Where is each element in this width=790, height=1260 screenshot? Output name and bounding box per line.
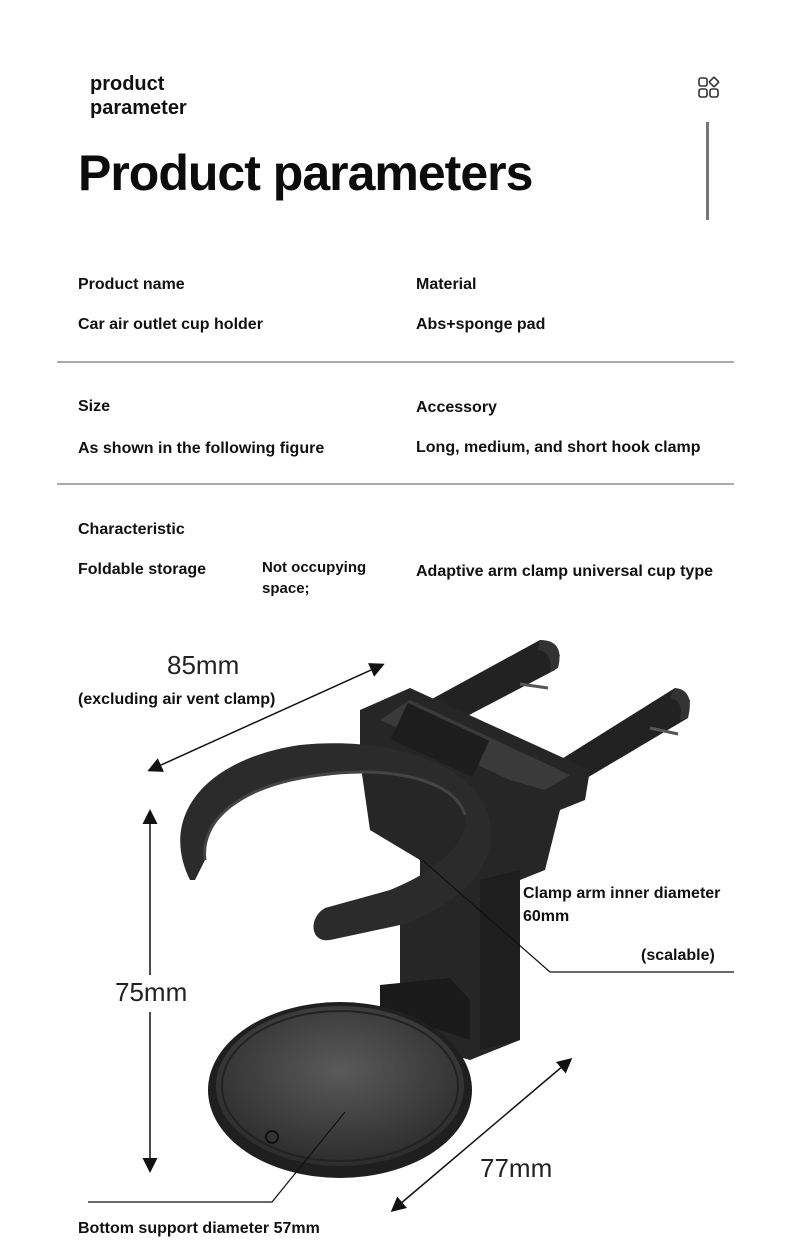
param-value-accessory: Long, medium, and short hook clamp: [416, 439, 701, 456]
depth-label: 77mm: [480, 1153, 553, 1183]
width-label: 85mm: [167, 650, 240, 680]
param-label-material: Material: [416, 276, 477, 293]
grid-icon[interactable]: [697, 76, 721, 100]
row-divider: [57, 361, 734, 363]
param-value-material: Abs+sponge pad: [416, 316, 546, 333]
clamp-note: (scalable): [641, 947, 715, 964]
param-value-size: As shown in the following figure: [78, 440, 325, 457]
clamp-label-line1: Clamp arm inner diameter: [523, 885, 721, 902]
clamp-label-line2: 60mm: [523, 908, 570, 925]
param-value-foldable: Foldable storage: [78, 561, 207, 578]
section-subtitle-text: product parameter: [90, 73, 187, 119]
section-subtitle: [90, 72, 250, 120]
param-label-characteristic: Characteristic: [78, 521, 185, 538]
param-label-size: Size: [78, 398, 111, 415]
param-value-product-name: Car air outlet cup holder: [78, 316, 263, 333]
page-title: Product parameters: [78, 145, 533, 201]
bottom-support-label: Bottom support diameter 57mm: [78, 1220, 320, 1237]
row-divider: [57, 483, 734, 485]
param-label-product-name: Product name: [78, 276, 185, 293]
vertical-divider: [706, 122, 709, 220]
height-label: 75mm: [115, 977, 188, 1007]
param-value-space: Not occupying space;: [262, 559, 367, 597]
param-label-accessory: Accessory: [416, 399, 497, 416]
width-note: (excluding air vent clamp): [78, 691, 276, 708]
param-value-adaptive: Adaptive arm clamp universal cup type: [416, 563, 713, 580]
bottom-support: [208, 1002, 472, 1178]
